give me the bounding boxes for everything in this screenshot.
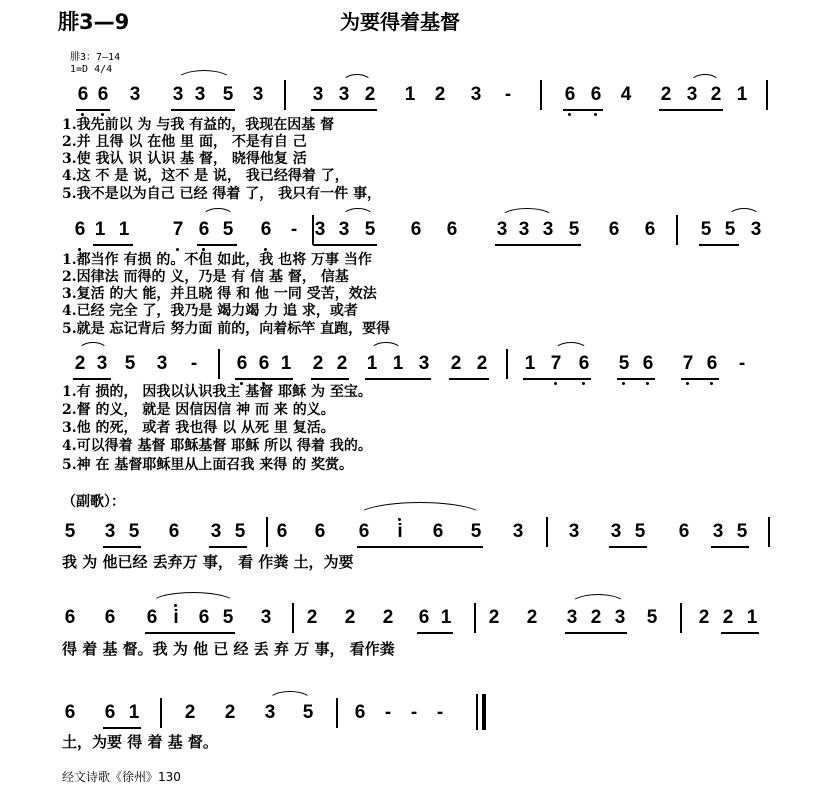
note: 1	[736, 84, 748, 105]
low-octave-dot	[686, 382, 689, 385]
note: 1	[280, 353, 292, 374]
note: 7	[682, 353, 694, 374]
final-barline-thick	[482, 694, 486, 730]
low-octave-dot	[568, 113, 571, 116]
note: 2	[336, 353, 348, 374]
note: 3	[418, 353, 430, 374]
note: 3	[568, 521, 580, 542]
barline	[284, 80, 286, 110]
note: 6	[432, 521, 444, 542]
note: 1	[118, 219, 130, 240]
verse-line: 2.并 且得 以 在他 里 面， 不是有自 己	[62, 134, 307, 150]
underline	[565, 632, 627, 634]
note: 2	[364, 84, 376, 105]
note: 1	[746, 607, 758, 628]
note: 6	[198, 219, 210, 240]
verse-line: 3.使 我认 识 认识 基 督， 晓得他复 活	[62, 151, 307, 167]
note: 5	[64, 521, 76, 542]
note: 6	[358, 521, 370, 542]
note: 6	[236, 353, 248, 374]
note: 3	[610, 521, 622, 542]
underline	[197, 244, 237, 246]
note: 2	[590, 607, 602, 628]
slur	[370, 342, 402, 351]
underline	[699, 244, 739, 246]
note: 2	[74, 353, 86, 374]
note: 5	[646, 607, 658, 628]
barline	[680, 603, 682, 633]
note: 6	[410, 219, 422, 240]
note: 2	[224, 702, 236, 723]
note: 5	[634, 521, 646, 542]
note: 6	[706, 353, 718, 374]
slur	[690, 74, 720, 83]
barline	[474, 603, 476, 633]
low-octave-dot	[646, 382, 649, 385]
final-barline-thin	[476, 694, 478, 730]
note: -	[290, 219, 298, 240]
note: 6	[104, 607, 116, 628]
note: 5	[700, 219, 712, 240]
note: 2	[660, 84, 672, 105]
note: 2	[710, 84, 722, 105]
note: 6	[564, 84, 576, 105]
underline	[103, 727, 141, 729]
music-line-1	[0, 83, 825, 109]
barline	[766, 80, 768, 110]
underline	[609, 546, 647, 548]
high-octave-dot	[174, 604, 177, 607]
key-time-signature: 1=D 4/4	[70, 64, 113, 75]
note: 3	[312, 84, 324, 105]
note: 5	[736, 521, 748, 542]
verse-line: 3.复活 的大 能，并且晓 得 和 他 一同 受苦，效法	[62, 286, 377, 302]
note: 2	[184, 702, 196, 723]
note: 6	[644, 219, 656, 240]
note: -	[190, 353, 198, 374]
note: 4	[620, 84, 632, 105]
note: 2	[526, 607, 538, 628]
note: 2	[434, 84, 446, 105]
source-footer: 经文诗歌《徐州》130	[62, 770, 181, 784]
verse-line: 1.有 损的， 因我以认识我主 基督 耶稣 为 至宝。	[62, 384, 372, 400]
slur	[78, 342, 108, 351]
note: 3	[129, 84, 141, 105]
low-octave-dot	[622, 382, 625, 385]
note: 6	[678, 521, 690, 542]
note: 3	[338, 219, 350, 240]
note: 3	[542, 219, 554, 240]
note: 6	[590, 84, 602, 105]
note: 5	[568, 219, 580, 240]
barline	[312, 215, 314, 245]
verse-line: 4.已经 完全 了，我乃是 竭力竭 力 追 求，或者	[62, 303, 358, 319]
note: 3	[750, 219, 762, 240]
verse-line: 4.这 不 是 说，这不 是 说， 我已经得着 了，	[62, 168, 349, 184]
verse-line: 1.都当作 有损 的。不但 如此，我 也将 万事 当作	[62, 252, 372, 268]
low-octave-dot	[554, 382, 557, 385]
underline	[563, 109, 603, 111]
verse-line: 2.督 的义， 就是 因信因信 神 而 来 的义。	[62, 402, 335, 418]
note: 3	[314, 219, 326, 240]
note: 3	[104, 521, 116, 542]
underline	[495, 244, 581, 246]
note: 5	[124, 353, 136, 374]
note: 7	[550, 353, 562, 374]
note: 6	[642, 353, 654, 374]
underline	[313, 244, 377, 246]
underline	[365, 378, 431, 380]
low-octave-dot	[710, 382, 713, 385]
underline	[311, 378, 349, 380]
verse-line: 1.我先前以 为 与我 有益的，我现在因基 督	[62, 117, 335, 133]
note: 6	[146, 607, 158, 628]
barline	[292, 603, 294, 633]
note: 5	[128, 521, 140, 542]
note: 3	[210, 521, 222, 542]
barline	[160, 698, 162, 728]
note: 2	[698, 607, 710, 628]
note: 6	[608, 219, 620, 240]
note: 7	[172, 219, 184, 240]
note: 5	[222, 84, 234, 105]
note: 3	[194, 84, 206, 105]
note: 2	[312, 353, 324, 374]
slur	[176, 70, 232, 81]
note: 6	[258, 353, 270, 374]
note: 1	[392, 353, 404, 374]
note: 3	[260, 607, 272, 628]
underline	[711, 546, 749, 548]
high-octave-dot	[398, 518, 401, 521]
note: 6	[418, 607, 430, 628]
note: i	[173, 607, 179, 628]
slur	[268, 691, 312, 701]
note: 3	[156, 353, 168, 374]
note: 3	[512, 521, 524, 542]
note: 6	[64, 607, 76, 628]
note: 6	[104, 702, 116, 723]
underline	[721, 632, 759, 634]
note: 2	[476, 353, 488, 374]
note: 3	[470, 84, 482, 105]
chorus-label: （副歌）：	[62, 494, 125, 510]
note: 1	[404, 84, 416, 105]
note: 5	[222, 219, 234, 240]
note: 5	[234, 521, 246, 542]
slur	[342, 74, 372, 83]
hymn-code: 腓3—9	[58, 10, 130, 34]
note: 3	[496, 219, 508, 240]
verse-line: 2.因律法 而得的 义，乃是 有 信 基 督， 信基	[62, 269, 349, 285]
low-octave-dot	[594, 113, 597, 116]
note: 3	[614, 607, 626, 628]
underline	[103, 546, 141, 548]
page-title: 为要得着基督	[340, 10, 460, 34]
note: 6	[446, 219, 458, 240]
note: -	[410, 702, 418, 723]
slur	[202, 208, 234, 217]
underline	[449, 378, 489, 380]
chorus-lyric-line: 土，为要 得 着 基 督。	[62, 733, 218, 751]
note: i	[397, 521, 403, 542]
note: 6	[354, 702, 366, 723]
barline	[540, 80, 542, 110]
underline	[145, 632, 235, 634]
note: 5	[470, 521, 482, 542]
low-octave-dot	[582, 382, 585, 385]
verse-line: 4.可以得着 基督 耶稣基督 耶稣 所以 得着 我的。	[62, 438, 372, 454]
slur	[150, 592, 236, 604]
barline	[768, 517, 770, 547]
note: -	[738, 353, 746, 374]
note: 3	[712, 521, 724, 542]
note: 6	[276, 521, 288, 542]
underline	[73, 378, 111, 380]
note: 5	[222, 607, 234, 628]
note: 5	[364, 219, 376, 240]
slur	[342, 208, 374, 217]
underline	[523, 378, 591, 380]
verse-line: 5.神 在 基督耶稣里从上面召我 来得 的 奖赏。	[62, 457, 353, 473]
music-line-5	[0, 606, 825, 632]
note: 6	[168, 521, 180, 542]
note: 1	[94, 219, 106, 240]
note: 3	[172, 84, 184, 105]
note: 5	[724, 219, 736, 240]
underline	[417, 632, 453, 634]
note: 1	[524, 353, 536, 374]
slur	[554, 342, 588, 351]
note: 3	[264, 702, 276, 723]
underline	[311, 109, 377, 111]
note: 6	[198, 607, 210, 628]
underline	[93, 244, 133, 246]
music-line-4	[0, 520, 825, 546]
note: 6	[64, 702, 76, 723]
note: 2	[450, 353, 462, 374]
verse-line: 5.我不是以为自己 已经 得着 了， 我只有一件 事，	[62, 186, 381, 202]
note: 2	[722, 607, 734, 628]
note: 3	[96, 353, 108, 374]
barline	[266, 517, 268, 547]
verse-line: 5.就是 忘记背后 努力面 前的，向着标竿 直跑，要得	[62, 321, 391, 337]
note: 6	[74, 219, 86, 240]
note: -	[384, 702, 392, 723]
note: 3	[566, 607, 578, 628]
scripture-reference: 腓3：7—14	[70, 52, 121, 63]
barline	[676, 215, 678, 245]
note: 2	[344, 607, 356, 628]
note: 3	[338, 84, 350, 105]
chorus-lyric-line: 得 着 基 督。我 为 他 已 经 丢 弃 万 事， 看作粪	[62, 640, 395, 658]
note: 1	[128, 702, 140, 723]
slur	[570, 594, 626, 605]
underline	[76, 109, 110, 111]
chorus-lyric-line: 我 为 他已经 丢弃万 事， 看 作粪 土，为要	[62, 553, 354, 571]
note: 3	[252, 84, 264, 105]
underline	[235, 378, 293, 380]
note: 6	[314, 521, 326, 542]
underline	[357, 546, 483, 548]
music-line-6	[0, 701, 825, 727]
barline	[336, 698, 338, 728]
note: 3	[518, 219, 530, 240]
underline	[171, 109, 235, 111]
music-line-3	[0, 352, 825, 378]
note: -	[436, 702, 444, 723]
slur	[500, 208, 554, 218]
note: 1	[366, 353, 378, 374]
note: 1	[440, 607, 452, 628]
note: 2	[382, 607, 394, 628]
note: 6	[578, 353, 590, 374]
music-line-2	[0, 218, 825, 244]
underline	[659, 109, 723, 111]
verse-line: 3.他 的死， 或者 我也得 以 从死 里 复活。	[62, 420, 335, 436]
underline	[681, 378, 719, 380]
note: 5	[618, 353, 630, 374]
barline	[546, 517, 548, 547]
note: 2	[306, 607, 318, 628]
note: -	[504, 84, 512, 105]
barline	[218, 349, 220, 379]
slur	[728, 208, 760, 217]
barline	[506, 349, 508, 379]
underline	[209, 546, 247, 548]
note: 6	[260, 219, 272, 240]
note: 2	[488, 607, 500, 628]
slur	[356, 502, 484, 517]
note: 3	[686, 84, 698, 105]
note: 5	[302, 702, 314, 723]
note: 6	[77, 84, 89, 105]
note: 6	[97, 84, 109, 105]
underline	[617, 378, 655, 380]
